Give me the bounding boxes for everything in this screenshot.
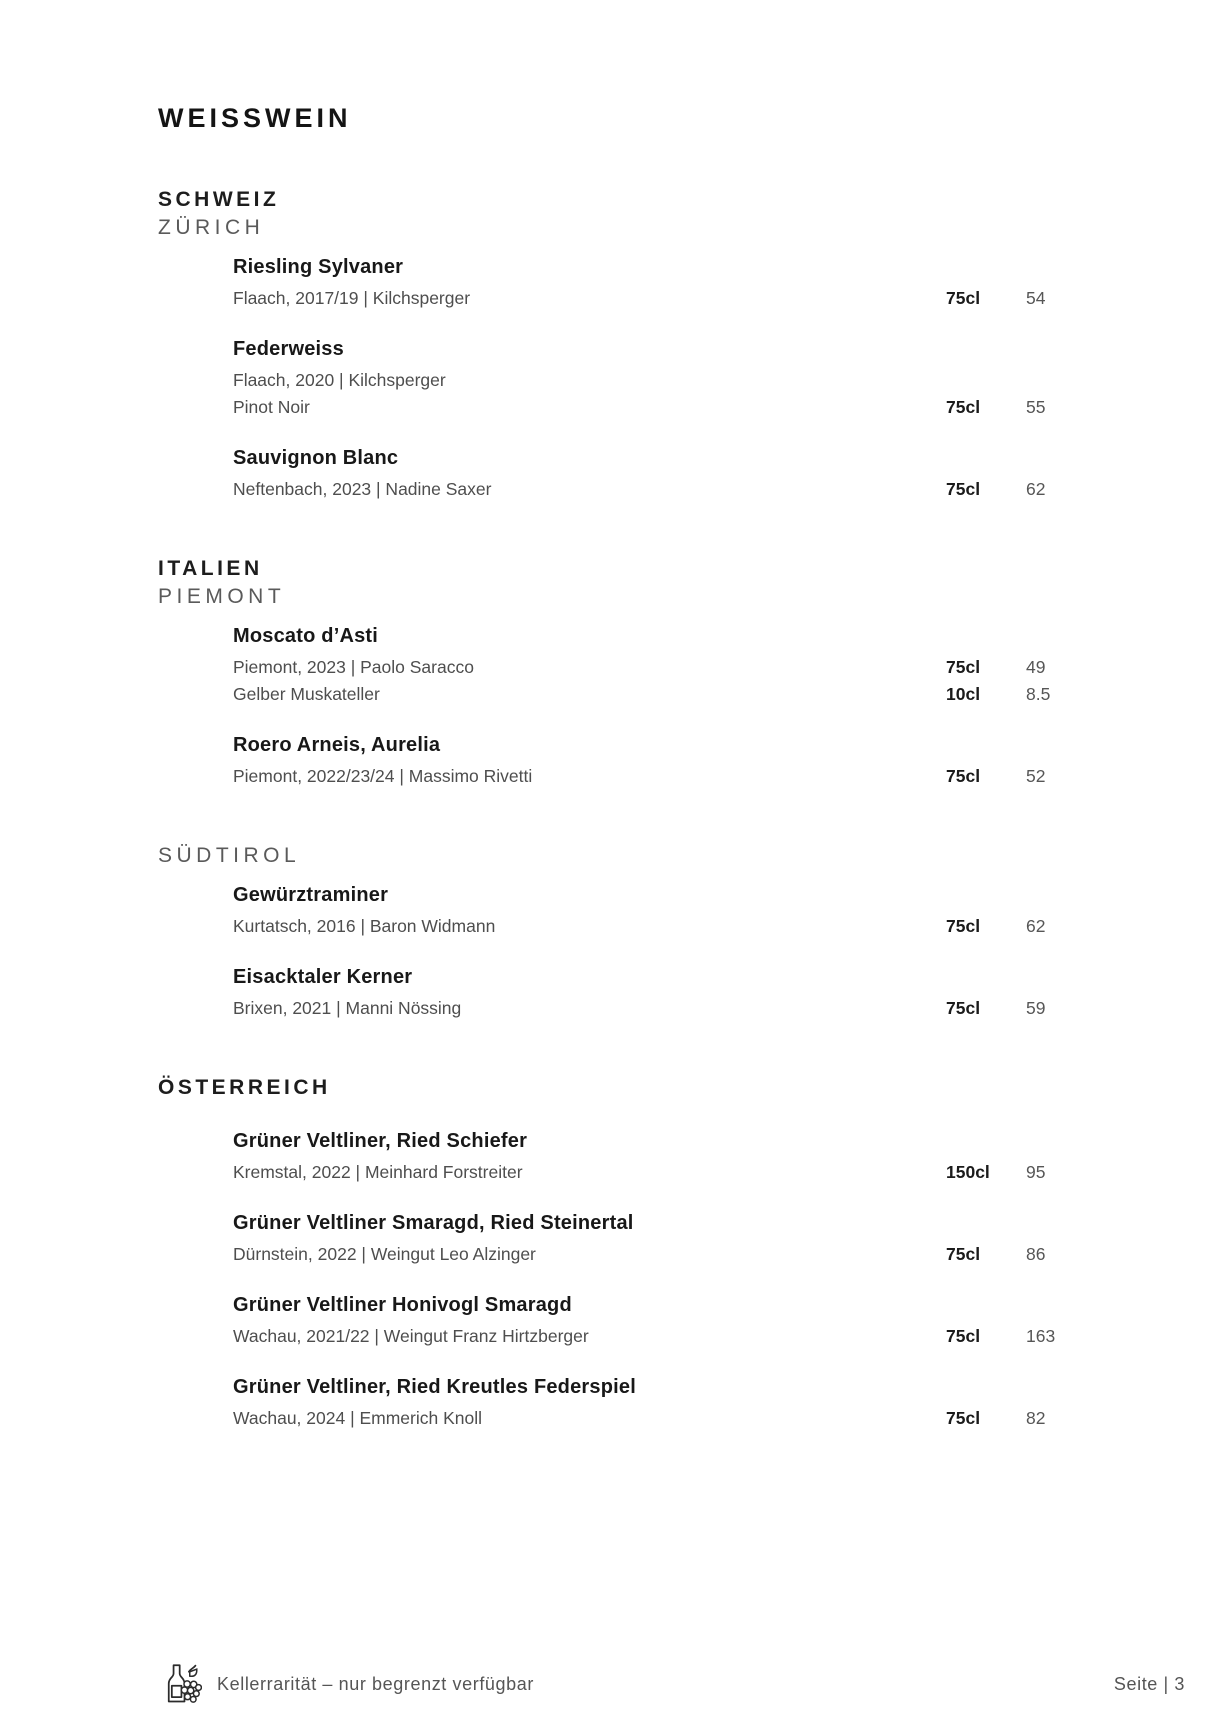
wine-name: Grüner Veltliner Smaragd, Ried Steinertal	[233, 1212, 634, 1234]
wine-entry	[233, 1128, 1222, 1186]
section-schweiz	[158, 186, 1222, 503]
bottle-size: 75cl	[946, 657, 981, 677]
wine-detail-row	[233, 1323, 1086, 1350]
page-number: Seite | 3	[1113, 1673, 1185, 1694]
price: 95	[1026, 1162, 1046, 1182]
wine-name: Roero Arneis, Aurelia	[233, 734, 441, 756]
wine-bottle-grapes-icon	[160, 1660, 202, 1708]
legend-text: Kellerrarität – nur begrenzt verfügbar	[217, 1673, 534, 1694]
wine-detail-row	[233, 763, 1086, 790]
region-header: SÜDTIROL	[158, 844, 301, 867]
wine-entry	[233, 964, 1222, 1022]
wine-origin-producer: Piemont, 2023 | Paolo Saracco	[233, 657, 474, 677]
price: 62	[1026, 479, 1046, 499]
wine-origin-producer: Wachau, 2024 | Emmerich Knoll	[233, 1408, 483, 1428]
wine-entry	[233, 623, 1222, 708]
price: 163	[1026, 1326, 1056, 1346]
wine-name: Grüner Veltliner, Ried Kreutles Federspiel	[233, 1376, 636, 1398]
price: 86	[1026, 1244, 1046, 1264]
wine-name: Riesling Sylvaner	[233, 256, 404, 278]
wine-detail-row	[233, 681, 1086, 708]
wine-origin-producer: Dürnstein, 2022 | Weingut Leo Alzinger	[233, 1244, 536, 1264]
wine-detail-row	[233, 1159, 1086, 1186]
section-italien	[158, 555, 1222, 790]
wine-name: Gewürztraminer	[233, 884, 389, 906]
wine-list	[158, 623, 1222, 790]
wine-origin-producer: Brixen, 2021 | Manni Nössing	[233, 998, 462, 1018]
wine-origin-producer: Kremstal, 2022 | Meinhard Forstreiter	[233, 1162, 523, 1182]
wine-entry	[233, 445, 1222, 503]
wine-entry	[233, 254, 1222, 312]
bottle-size: 10cl	[946, 684, 981, 704]
wine-name: Federweiss	[233, 338, 344, 360]
wine-detail-row	[233, 1405, 1086, 1432]
price: 62	[1026, 916, 1046, 936]
price: 52	[1026, 766, 1046, 786]
wine-entry	[233, 336, 1222, 421]
wine-origin-producer: Flaach, 2020 | Kilchsperger	[233, 370, 446, 390]
wine-entry	[233, 732, 1222, 790]
wine-origin-producer: Kurtatsch, 2016 | Baron Widmann	[233, 916, 496, 936]
wine-detail-row	[233, 654, 1086, 681]
wine-entry	[233, 1374, 1222, 1432]
wine-entry	[233, 882, 1222, 940]
wine-grape-variety: Pinot Noir	[233, 397, 310, 417]
price: 82	[1026, 1408, 1046, 1428]
section-suedtirol	[158, 842, 1222, 1022]
wine-detail-row	[233, 394, 1086, 421]
wine-list	[158, 254, 1222, 503]
price	[1026, 367, 1086, 394]
region-header: PIEMONT	[158, 585, 286, 608]
country-header: SCHWEIZ	[158, 188, 280, 211]
wine-origin-producer: Flaach, 2017/19 | Kilchsperger	[233, 288, 471, 308]
price: 49	[1026, 657, 1046, 677]
wine-list	[158, 882, 1222, 1022]
wine-origin-producer: Neftenbach, 2023 | Nadine Saxer	[233, 479, 492, 499]
wine-grape-variety: Gelber Muskateller	[233, 684, 380, 704]
bottle-size: 75cl	[946, 998, 981, 1018]
wine-name: Grüner Veltliner, Ried Schiefer	[233, 1130, 528, 1152]
wine-name: Eisacktaler Kerner	[233, 966, 413, 988]
bottle-size: 75cl	[946, 288, 981, 308]
price: 59	[1026, 998, 1046, 1018]
wine-detail-row	[233, 1241, 1086, 1268]
bottle-size: 75cl	[946, 1244, 981, 1264]
wine-detail-row	[233, 913, 1086, 940]
bottle-size: 75cl	[946, 766, 981, 786]
bottle-size: 75cl	[946, 916, 981, 936]
wine-detail-row	[233, 285, 1086, 312]
wine-entry	[233, 1210, 1222, 1268]
wine-entry	[233, 1292, 1222, 1350]
wine-name: Sauvignon Blanc	[233, 447, 399, 469]
bottle-size: 75cl	[946, 1408, 981, 1428]
wine-name: Grüner Veltliner Honivogl Smaragd	[233, 1294, 572, 1316]
price: 55	[1026, 397, 1046, 417]
bottle-size: 75cl	[946, 397, 981, 417]
country-header: ÖSTERREICH	[158, 1076, 331, 1099]
wine-name: Moscato d’Asti	[233, 625, 379, 647]
wine-detail-row	[233, 995, 1086, 1022]
bottle-size	[946, 367, 1026, 394]
bottle-size: 75cl	[946, 479, 981, 499]
wine-detail-row	[233, 367, 1086, 394]
country-header: ITALIEN	[158, 557, 263, 580]
page-title: WEISSWEIN	[158, 103, 352, 133]
footer	[160, 1660, 1185, 1708]
bottle-size: 75cl	[946, 1326, 981, 1346]
wine-detail-row	[233, 476, 1086, 503]
section-oesterreich	[158, 1074, 1222, 1432]
wine-origin-producer: Wachau, 2021/22 | Weingut Franz Hirtzberger	[233, 1326, 589, 1346]
price: 54	[1026, 288, 1046, 308]
bottle-size: 150cl	[946, 1162, 990, 1182]
wine-origin-producer: Piemont, 2022/23/24 | Massimo Rivetti	[233, 766, 533, 786]
region-header: ZÜRICH	[158, 216, 265, 239]
price: 8.5	[1026, 684, 1051, 704]
wine-list	[158, 1128, 1222, 1432]
